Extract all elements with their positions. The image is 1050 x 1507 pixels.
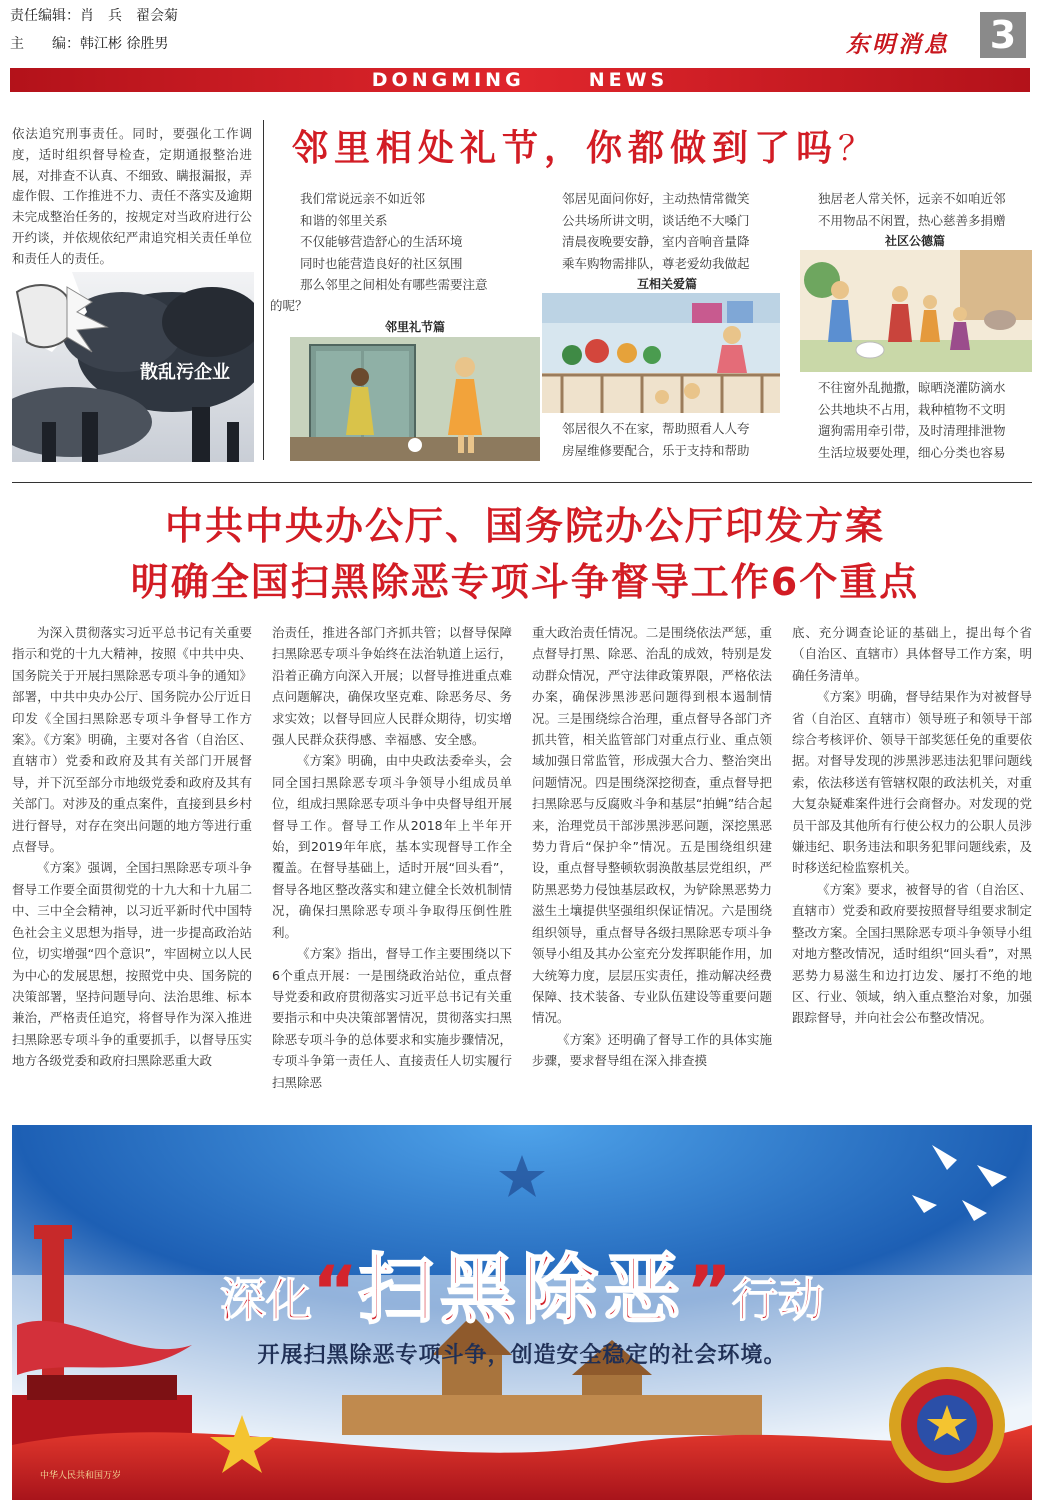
chief-label: 主 编： [10,36,80,52]
article-paragraph: 治责任，推进各部门齐抓共管；以督导保障扫黑除恶专项斗争始终在法治轨道上运行，沿着正确方向深入开展；以督导推进重点难点问题解决，确保攻坚克难、除恶务尽、务求实效；以督导回应人民群众期待，切实增强人民群众获得感、幸福感、安全感。 [272,625,512,748]
neighbor-etiquette-image [290,337,540,461]
poster-title-post: 行动 [732,1273,825,1327]
chief-editor-line [10,34,168,54]
article-paragraph: 底、充分调查论证的基础上，提出每个省（自治区、直辖市）具体督导工作方案，明确任务清单。 [792,625,1032,683]
banner-right-text: NEWS [588,69,669,91]
verse-line: 遛狗需用牵引带，及时清理排泄物 [818,423,1006,438]
public-morality-verse-bottom [818,377,1033,463]
banner-left-text: DONGMING [371,69,525,91]
article-column-2 [272,622,512,1093]
mutual-care-caption: 互相关爱篇 [636,277,697,291]
public-morality-image [800,250,1032,372]
intro-line: 的呢？ [270,298,308,313]
mutual-care-verse-bottom [562,418,777,461]
verse-line: 房屋维修要配合，乐于支持和帮助 [562,442,750,458]
verse-line: 不用物品不闲置，热心慈善多捐赠 [818,212,1006,228]
masthead: 东明消息 [846,31,950,58]
left-column-text [12,124,252,270]
public-morality-caption: 社区公德篇 [884,234,945,248]
anti-crime-poster [12,1125,1032,1500]
chief-names: 韩江彬 徐胜男 [80,36,169,52]
editor-line [10,6,178,26]
article-paragraph: 《方案》强调，全国扫黑除恶专项斗争督导工作要全面贯彻党的十九大和十九届二中、三中全会精神，以习近平新时代中国特色社会主义思想为指导，进一步提高政治站位，切实增强“四个意识”，牢固树立以人民为中心的发展思想，按照党中央、国务院的决策部署，坚持问题导向、法治思维、标本兼治，严格责任追究，将督导作为深入推进扫黑除恶专项斗争的重要抓手，以督导压实地方各级党委和政府扫黑除恶重大政 [12,860,252,1069]
article-paragraph: 《方案》指出，督导工作主要围绕以下6个重点开展：一是围绕政治站位，重点督导党委和政府贯彻落实习近平总书记有关重要指示和中央决策部署情况，贯彻落实扫黑除恶专项斗争的总体要求和实施步骤情况，专项斗争第一责任人、直接责任人切实履行扫黑除恶 [272,946,512,1090]
editor-names: 肖 兵 翟会菊 [80,8,178,24]
verse-line: 公共场所讲文明，谈话绝不大嗓门 [562,212,750,228]
article-column-4 [792,622,1032,1029]
poster-subtitle: 开展扫黑除恶专项斗争，创造安全稳定的社会环境。 [257,1343,787,1368]
verse-line: 清晨夜晚要安静，室内音响音量降 [562,234,750,249]
verse-line: 生活垃圾要处理，细心分类也容易 [818,444,1006,460]
article-paragraph: 《方案》明确，由中央政法委牵头，会同全国扫黑除恶专项斗争领导小组成员单位，组成扫黑除恶专项斗争中央督导组开展督导工作。督导工作从2018年上半年开始，到2019年年底，基本实现督导工作全覆盖。在督导基础上，适时开展“回头看”，督导各地区整改落实和建立健全长效机制情况，确保扫黑除恶专项斗争取得压倒性胜利。 [272,753,512,940]
verse-line: 乘车购物需排队，尊老爱幼我做起 [562,255,750,271]
neighbor-etiquette-caption: 邻里礼节篇 [384,320,445,334]
left-column-paragraph: 依法追究刑事责任。同时，要强化工作调度，适时组织督导检查，定期通报整治进展，对排查不认真、不细致、瞒报漏报，弄虚作假、工作推进不力、责任不落实及逾期未完成整治任务的，按规定对当政府进行公开约谈，并依规依纪严肃追究相关责任单位和责任人的责任。 [12,126,252,266]
intro-line: 和谐的邻里关系 [300,212,388,228]
editor-label: 责任编辑： [10,8,80,24]
verse-line: 邻居很久不在家，帮助照看人人夸 [562,421,750,436]
neighbor-title-mark: ？ [838,129,879,169]
verse-line: 不往窗外乱抛撒，晾晒浇灌防滴水 [818,380,1006,395]
neighbor-intro [300,188,540,296]
gate-sign: 中华人民共和国万岁 [40,1471,122,1481]
poster-quote-close: ” [686,1251,733,1333]
intro-line: 同时也能营造良好的社区氛围 [300,255,463,271]
neighbor-title [292,124,878,174]
mutual-care-verse-top [562,188,777,274]
verse-line: 公共地块不占用，栽种植物不文明 [818,401,1006,417]
article-paragraph: 为深入贯彻落实习近平总书记有关重要指示和党的十九大精神，按照《中共中央、国务院关于开展扫黑除恶专项斗争的通知》部署，中共中央办公厅、国务院办公厅近日印发《全国扫黑除恶专项斗争督导工作方案》。《方案》明确，主要对各省（自治区、直辖市）党委和政府及其有关部门开展督导，并下沉至部分市地级党委和政府及其有关部门。对涉及的重点案件，直接到县乡村进行督导，对存在突出问题的地方等进行重点督导。 [12,625,252,855]
neighbor-title-text: 邻里相处礼节，你都做到了吗 [292,128,839,169]
public-morality-verse-top [818,188,1033,231]
poster-title-main: 扫黑除恶 [358,1245,686,1334]
article-headline-2: 明确全国扫黑除恶专项斗争督导工作6个重点 [130,560,920,604]
poster-title-pre: 深化 [219,1273,312,1327]
article-column-3 [532,622,772,1072]
intro-line-end [270,295,308,317]
intro-line: 不仅能够营造舒心的生活环境 [300,234,463,249]
poster-quote-open: “ [311,1251,358,1333]
poster-title [12,1229,1032,1338]
intro-line: 那么邻里之间相处有哪些需要注意 [300,277,488,292]
section-divider [12,482,1032,483]
article-paragraph: 重大政治责任情况。二是围绕依法严惩，重点督导打黑、除恶、治乱的成效，特别是发动群众情况，严守法律政策界限，严格依法办案，确保涉黑涉恶问题得到根本遏制情况。三是围绕综合治理，重点督导各部门齐抓共管，相关监管部门对重点行业、重点领域加强日常监管，形成强大合力、整治突出问题情况。四是围绕深挖彻查，重点督导把扫黑除恶与反腐败斗争和基层“拍蝇”结合起来，治理党员干部涉黑涉恶问题，深挖黑恶势力背后“保护伞”情况。五是围绕组织建设，重点督导整顿软弱涣散基层党组织，严防黑恶势力侵蚀基层政权，为铲除黑恶势力滋生土壤提供坚强组织保证情况。六是围绕组织领导，重点督导各级扫黑除恶专项斗争领导小组及其办公室充分发挥职能作用，加大统筹力度，层层压实责任，推动解决经费保障、技术装备、专业队伍建设等重要问题情况。 [532,625,772,1026]
intro-line: 我们常说远亲不如近邻 [300,191,426,206]
polluting-enterprise-image [12,272,254,462]
article-paragraph: 《方案》还明确了督导工作的具体实施步骤，要求督导组在深入排查摸 [532,1031,772,1069]
column-divider [263,120,264,460]
page-number: 3 [980,12,1026,58]
article-paragraph: 《方案》明确，督导结果作为对被督导省（自治区、直辖市）领导班子和领导干部综合考核评价、领导干部奖惩任免的重要依据。对督导发现的涉黑涉恶违法犯罪问题线索，依法移送有管辖权限的政法机关，对重大复杂疑难案件进行会商督办。对发现的党员干部及其他所有行使公权力的公职人员涉嫌违纪、职务违法和职务犯罪问题线索，及时移送纪检监察机关。 [792,689,1032,876]
verse-line: 独居老人常关怀，远亲不如咱近邻 [818,191,1006,206]
article-column-1 [12,622,252,1072]
dongming-news-banner [10,68,1030,92]
verse-line: 邻居见面问你好，主动热情常微笑 [562,191,750,206]
article-paragraph: 《方案》要求，被督导的省（自治区、直辖市）党委和政府要按照督导组要求制定整改方案。全国扫黑除恶专项斗争领导小组对地方整改情况，适时组织“回头看”，对黑恶势力易滋生和边打边发、屡打不绝的地区、行业、领域，纳入重点整治对象，加强跟踪督导，并向社会公布整改情况。 [792,881,1032,1026]
article-headline-1: 中共中央办公厅、国务院办公厅印发方案 [164,504,885,548]
polluting-enterprise-label: 散乱污企业 [140,362,230,383]
mutual-care-image [542,293,780,413]
